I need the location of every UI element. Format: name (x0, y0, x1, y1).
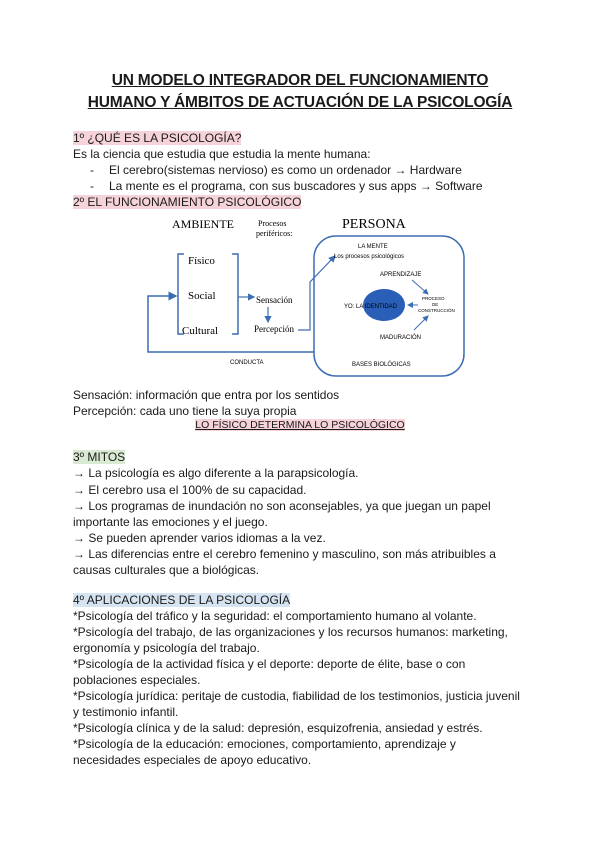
yo-identidad-label: YO: LA IDENTIDAD (344, 304, 398, 310)
physical-note-text: LO FÍSICO DETERMINA LO PSICOLÓGICO (195, 419, 405, 431)
persona-label: PERSONA (342, 217, 406, 232)
sensacion-definition: Sensación: información que entra por los sentidos (73, 388, 340, 402)
myth-line: → Los programas de inundación no son aconsejables, ya que juegan un papel (73, 499, 491, 513)
arrow-aprendizaje-proceso (412, 280, 428, 294)
social-label: Social (188, 290, 216, 302)
bases-biologicas-label: BASES BIOLÓGICAS (352, 362, 411, 368)
section2-heading-text: 2º EL FUNCIONAMIENTO PSICOLÓGICO (73, 195, 302, 209)
bullet-mark: - (90, 179, 94, 193)
fisico-label: Físico (188, 255, 215, 267)
bullet-hardware: El cerebro(sistemas nervioso) es como un ordenador → Hardware (109, 163, 462, 177)
bullet-software: La mente es el programa, con sus buscadores y sus apps → Software (109, 179, 483, 193)
procesos-psicologicos-label: Los procesos psicológicos (334, 254, 405, 260)
application-line: *Psicología de la actividad física y el deporte: deporte de élite, base o con (73, 657, 466, 671)
physical-note (0, 419, 600, 431)
ambiente-bracket-right (232, 254, 238, 334)
functioning-diagram (140, 212, 470, 384)
cultural-label: Cultural (182, 325, 219, 337)
proceso-label-2: DE (432, 302, 439, 307)
procesos-label-2: periféricos: (256, 229, 293, 238)
title-line-1: UN MODELO INTEGRADOR DEL FUNCIONAMIENTO (111, 72, 489, 89)
application-line: *Psicología de la educación: emociones, comportamiento, aprendizaje y (73, 737, 456, 751)
application-line: *Psicología del trabajo, de las organizaciones y los recursos humanos: marketing, (73, 625, 508, 639)
bullet-mark: - (90, 163, 94, 177)
arrow-maduracion-proceso (414, 316, 428, 330)
myth-line: → La psicología es algo diferente a la parapsicología. (73, 466, 359, 480)
myth-line: importante las emociones y el juego. (73, 515, 268, 529)
maduracion-label: MADURACIÓN (380, 335, 422, 341)
section3-heading (73, 449, 125, 465)
percepcion-label: Percepción (254, 324, 294, 334)
application-line: y testimonio infantil. (73, 705, 179, 719)
section4-heading (73, 592, 290, 608)
la-mente-label: LA MENTE (358, 244, 388, 250)
section1-heading-text: 1º ¿QUÉ ES LA PSICOLOGÍA? (73, 131, 242, 145)
application-line: necesidades especiales de apoyo educativo. (73, 753, 312, 767)
application-line: *Psicología del tráfico y la seguridad: el comportamiento humano al volante. (73, 609, 477, 623)
sensacion-label: Sensación (256, 295, 293, 305)
myth-line: causas culturales que a biológicas. (73, 563, 260, 577)
application-line: *Psicología jurídica: peritaje de custodia, fiabilidad de los testimonios, justicia juvenil (73, 689, 520, 703)
myth-line: → Las diferencias entre el cerebro femenino y masculino, son más atribuibles a (73, 547, 496, 561)
application-line: *Psicología clínica y de la salud: depresión, esquizofrenia, ansiedad y estrés. (73, 721, 483, 735)
proceso-label-3: CONSTRUCCIÓN (418, 308, 455, 313)
application-line: poblaciones especiales. (73, 673, 201, 687)
title-line-2: HUMANO Y ÁMBITOS DE ACTUACIÓN DE LA PSICOLOGÍA (87, 94, 513, 111)
ambiente-label: AMBIENTE (172, 217, 234, 231)
section2-heading (73, 194, 301, 210)
arrow-percepcion-mente (298, 256, 335, 330)
section1-heading (73, 130, 241, 146)
section1-definition: Es la ciencia que estudia que estudia la mente humana: (73, 147, 371, 161)
proceso-label-1: PROCESO (422, 296, 445, 301)
myth-line: → Se pueden aprender varios idiomas a la vez. (73, 531, 326, 545)
section3-heading-text: 3º MITOS (73, 450, 126, 464)
percepcion-definition: Percepción: cada uno tiene la suya propia (73, 404, 297, 418)
procesos-label-1: Procesos (258, 219, 287, 228)
application-line: ergonomía y psicología del trabajo. (73, 641, 260, 655)
myth-line: → El cerebro usa el 100% de su capacidad. (73, 483, 307, 497)
ambiente-bracket-left (178, 254, 184, 334)
conducta-label: CONDUCTA (230, 360, 264, 366)
aprendizaje-label: APRENDIZAJE (380, 272, 422, 278)
section4-heading-text: 4º APLICACIONES DE LA PSICOLOGÍA (73, 593, 291, 607)
